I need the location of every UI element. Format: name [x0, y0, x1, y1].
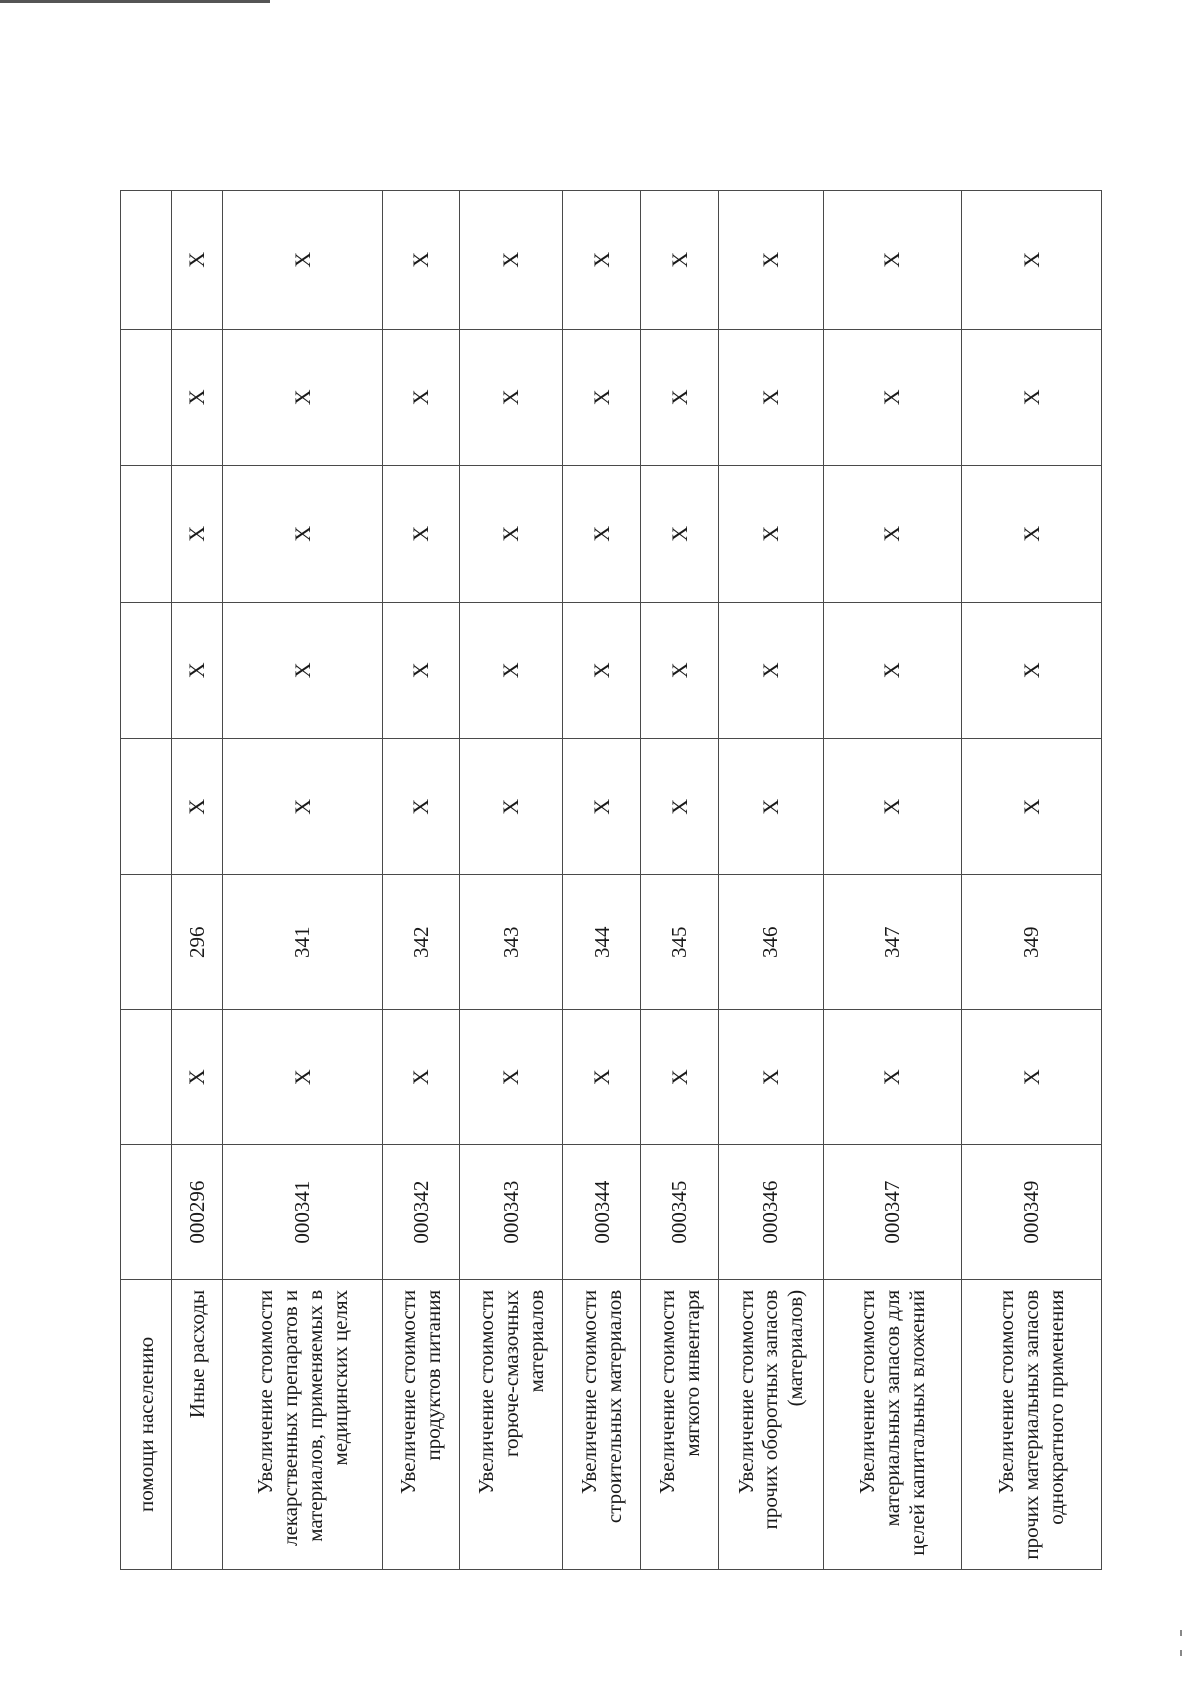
cell: X — [223, 739, 383, 875]
cell: X — [641, 329, 719, 465]
cell: X — [719, 466, 823, 602]
cell: X — [172, 739, 223, 875]
cell: X — [563, 191, 641, 330]
cell: X — [460, 329, 563, 465]
cell: X — [563, 329, 641, 465]
cell: 344 — [563, 875, 641, 1009]
row-label: Увеличение стоимости прочих материальных запасов однократного применения — [962, 1279, 1102, 1569]
cell: X — [383, 329, 460, 465]
scan-speck — [1180, 1630, 1182, 1636]
table-row — [641, 191, 719, 1570]
cell: X — [172, 191, 223, 330]
cell: X — [172, 1009, 223, 1144]
row-label: Иные расходы — [172, 1279, 223, 1569]
cell: X — [719, 329, 823, 465]
header-cell — [121, 602, 172, 738]
cell: X — [823, 329, 962, 465]
cell: X — [962, 191, 1102, 330]
table-row — [383, 191, 460, 1570]
table-row — [823, 191, 962, 1570]
cell: 296 — [172, 875, 223, 1009]
row-label: Увеличение стоимости мягкого инвентаря — [641, 1279, 719, 1569]
cell: X — [172, 602, 223, 738]
row-label: Увеличение стоимости прочих оборотных запасов (материалов) — [719, 1279, 823, 1569]
header-cell — [121, 191, 172, 330]
row-label: Увеличение стоимости лекарственных препаратов и материалов, применяемых в медицинских целях — [223, 1279, 383, 1569]
row-code: 000341 — [223, 1145, 383, 1279]
cell: X — [823, 466, 962, 602]
cell: X — [719, 191, 823, 330]
cell: X — [223, 466, 383, 602]
row-code: 000296 — [172, 1145, 223, 1279]
cell: X — [962, 329, 1102, 465]
cell: X — [962, 1009, 1102, 1144]
cell: X — [823, 739, 962, 875]
row-label: Увеличение стоимости продуктов питания — [383, 1279, 460, 1569]
cell: X — [641, 466, 719, 602]
table-row — [962, 191, 1102, 1570]
cell: X — [823, 191, 962, 330]
row-code: 000349 — [962, 1145, 1102, 1279]
table-row — [223, 191, 383, 1570]
cell: X — [641, 191, 719, 330]
cell: X — [641, 1009, 719, 1144]
table-row — [563, 191, 641, 1570]
cell: X — [223, 191, 383, 330]
expenses-table — [120, 190, 1102, 1570]
row-code: 000347 — [823, 1145, 962, 1279]
cell: X — [172, 329, 223, 465]
scan-speck — [1180, 1650, 1182, 1656]
cell: 342 — [383, 875, 460, 1009]
header-cell: помощи населению — [121, 1279, 172, 1569]
cell: 347 — [823, 875, 962, 1009]
header-cell — [121, 1145, 172, 1279]
cell: X — [383, 739, 460, 875]
cell: X — [719, 739, 823, 875]
cell: X — [962, 739, 1102, 875]
table-row — [172, 191, 223, 1570]
cell: X — [563, 1009, 641, 1144]
cell: X — [223, 329, 383, 465]
cell: X — [962, 466, 1102, 602]
cell: X — [172, 466, 223, 602]
cell: X — [563, 739, 641, 875]
cell: X — [383, 466, 460, 602]
row-code: 000342 — [383, 1145, 460, 1279]
header-cell — [121, 739, 172, 875]
cell: X — [460, 602, 563, 738]
table-inner — [120, 190, 1102, 1570]
cell: X — [563, 466, 641, 602]
cell: X — [460, 1009, 563, 1144]
cell: 349 — [962, 875, 1102, 1009]
row-label: Увеличение стоимости материальных запасов для целей капитальных вложений — [823, 1279, 962, 1569]
cell: X — [460, 739, 563, 875]
cell: X — [223, 602, 383, 738]
table-row — [460, 191, 563, 1570]
cell: 346 — [719, 875, 823, 1009]
cell: X — [460, 466, 563, 602]
header-cell — [121, 329, 172, 465]
cell: X — [223, 1009, 383, 1144]
header-cell — [121, 466, 172, 602]
header-cell — [121, 875, 172, 1009]
cell: X — [563, 602, 641, 738]
scan-edge-mark — [0, 0, 270, 3]
cell: X — [719, 1009, 823, 1144]
cell: X — [823, 602, 962, 738]
table-header-row — [121, 191, 172, 1570]
row-code: 000344 — [563, 1145, 641, 1279]
table-row — [719, 191, 823, 1570]
cell: X — [460, 191, 563, 330]
cell: X — [383, 1009, 460, 1144]
row-label: Увеличение стоимости горюче-смазочных материалов — [460, 1279, 563, 1569]
row-code: 000346 — [719, 1145, 823, 1279]
cell: 343 — [460, 875, 563, 1009]
cell: X — [641, 602, 719, 738]
header-cell — [121, 1009, 172, 1144]
cell: 345 — [641, 875, 719, 1009]
cell: X — [641, 739, 719, 875]
row-label: Увеличение стоимости строительных материалов — [563, 1279, 641, 1569]
rotated-table-container — [120, 190, 1102, 1570]
row-code: 000345 — [641, 1145, 719, 1279]
cell: X — [383, 602, 460, 738]
cell: X — [383, 191, 460, 330]
cell: X — [719, 602, 823, 738]
cell: 341 — [223, 875, 383, 1009]
cell: X — [962, 602, 1102, 738]
cell: X — [823, 1009, 962, 1144]
row-code: 000343 — [460, 1145, 563, 1279]
